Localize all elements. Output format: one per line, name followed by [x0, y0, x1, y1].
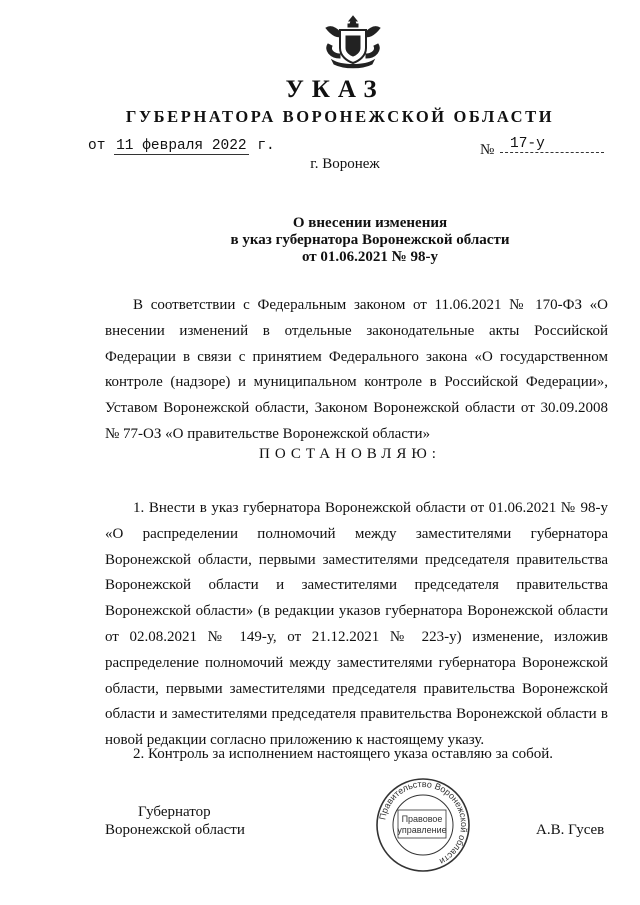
signer-region: Воронежской области [105, 822, 245, 838]
item-2-paragraph: 2. Контроль за исполнением настоящего указа оставляю за собой. [133, 746, 554, 762]
date-line [88, 138, 275, 154]
city: г. Воронеж [310, 156, 380, 172]
decree-heading: ПОСТАНОВЛЯЮ: [259, 446, 441, 462]
date-suffix: г. [257, 138, 275, 154]
stamp-center-line-1: Правовое [401, 814, 443, 824]
official-stamp-icon [374, 776, 472, 874]
document-number: 17-у [500, 136, 604, 153]
signer-name: А.В. Гусев [536, 822, 605, 838]
item-1-paragraph: 1. Внести в указ губернатора Воронежской области от 01.06.2021 № 98-у «О распределении полномочий между заместителями губернатора Воронежской области, первыми заместителями председателя правительства Воронежской области и заместителями председателя правительства Воронежской области» (в редакции указов губернатора Воронежской области от 02.08.2021 № 149-у, от 21.12.2021 № 223-у) изменение, изложив распределение полномочий между заместителями губернатора Воронежской области, первыми заместителями председателя правительства Воронежской области и заместителями председателя правительства Воронежской области в новой редакции согласно приложению к настоящему указу. [105, 500, 608, 749]
subject-line-2: в указ губернатора Воронежской области [230, 232, 510, 248]
document-subtitle: ГУБЕРНАТОРА ВОРОНЕЖСКОЙ ОБЛАСТИ [125, 107, 555, 126]
subject-line-1: О внесении изменения [292, 215, 448, 231]
document-title: УКАЗ [285, 76, 385, 103]
document-date: 11 февраля 2022 [116, 138, 247, 154]
coat-of-arms-icon [318, 14, 388, 70]
number-label: № [480, 142, 495, 158]
preamble-paragraph: В соответствии с Федеральным законом от 11.06.2021 № 170-ФЗ «О внесении изменений в отдельные законодательные акты Российской Федерации в связи с принятием Федерального закона «О государственном контроле (надзоре) и муниципальном контроле в Российской Федерации», Уставом Воронежской области, Законом Воронежской области от 30.09.2008 № 77-ОЗ «О правительстве Воронежской области» [105, 297, 608, 442]
document-subject [0, 215, 640, 266]
stamp-center-line-2: управление [397, 825, 447, 835]
signer-title: Губернатор [138, 804, 211, 820]
date-prefix: от [88, 138, 106, 154]
subject-line-3: от 01.06.2021 № 98-у [302, 249, 438, 265]
stamp-ring-text: Правительство Воронежской области [377, 778, 470, 867]
